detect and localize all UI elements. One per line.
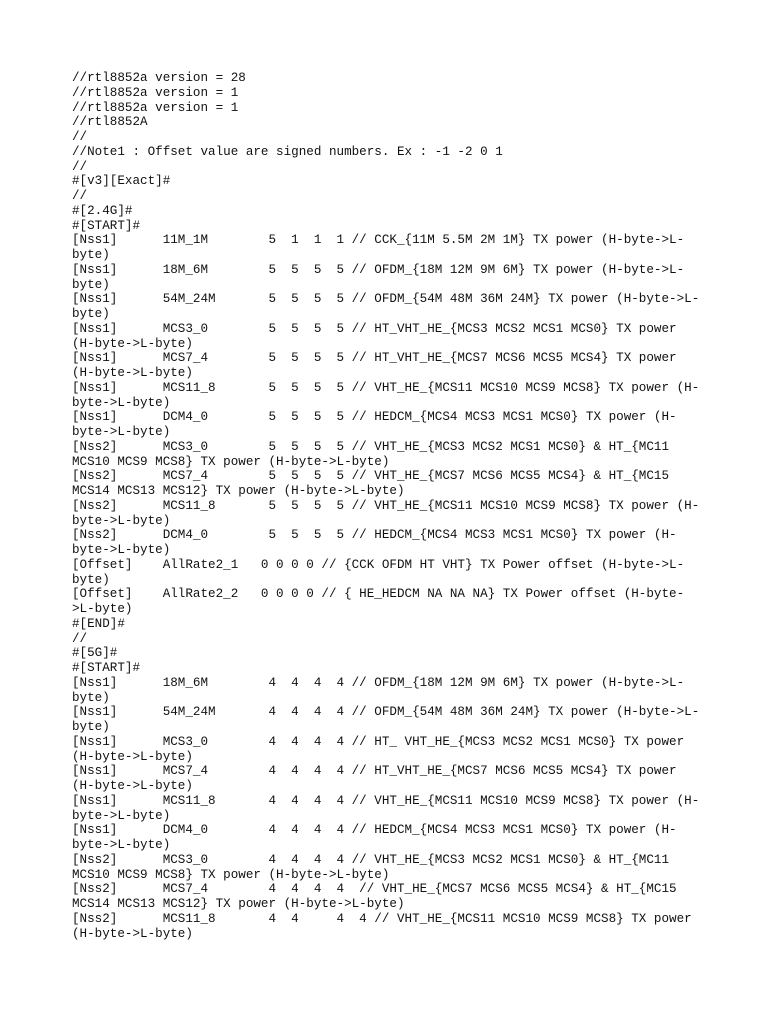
text-line: //: [72, 159, 88, 174]
text-line: #[START]#: [72, 661, 141, 675]
text-line: #[5G]#: [72, 646, 118, 661]
text-line: [Nss1] 18M_6M 5 5 5 5 // OFDM_{18M 12M 9M 6M} TX power (H-byte->L-: [72, 262, 685, 277]
text-line: [Nss1] MCS7_4 4 4 4 4 // HT_VHT_HE_{MCS7 MCS6 MCS5 MCS4} TX power: [72, 764, 677, 779]
document-text: [72, 71, 712, 941]
text-line: byte): [72, 307, 110, 321]
text-line: [Nss1] MCS7_4 5 5 5 5 // HT_VHT_HE_{MCS7 MCS6 MCS5 MCS4} TX power: [72, 351, 677, 366]
text-line: (H-byte->L-byte): [72, 366, 193, 380]
text-line: #[START]#: [72, 218, 141, 233]
text-line: [Nss2] MCS3_0 5 5 5 5 // VHT_HE_{MCS3 MCS2 MCS1 MCS0} & HT_{MC11: [72, 439, 670, 454]
text-line: byte->L-byte): [72, 543, 171, 557]
text-line: [Nss1] MCS3_0 4 4 4 4 // HT_ VHT_HE_{MCS3 MCS2 MCS1 MCS0} TX power: [72, 734, 685, 749]
text-line: MCS10 MCS9 MCS8} TX power (H-byte->L-byte): [72, 454, 390, 469]
text-line: MCS14 MCS13 MCS12} TX power (H-byte->L-byte): [72, 897, 405, 911]
text-line: [Nss2] MCS3_0 4 4 4 4 // VHT_HE_{MCS3 MCS2 MCS1 MCS0} & HT_{MC11: [72, 852, 670, 867]
text-line: byte->L-byte): [72, 425, 171, 439]
text-line: byte): [72, 277, 110, 292]
text-line: byte->L-byte): [72, 838, 171, 852]
text-line: MCS14 MCS13 MCS12} TX power (H-byte->L-byte): [72, 484, 405, 498]
text-line: [Nss1] DCM4_0 4 4 4 4 // HEDCM_{MCS4 MCS3 MCS1 MCS0} TX power (H-: [72, 823, 677, 838]
text-line: byte): [72, 720, 110, 734]
text-line: [Nss1] 18M_6M 4 4 4 4 // OFDM_{18M 12M 9M 6M} TX power (H-byte->L-: [72, 675, 685, 690]
text-line: [Nss2] MCS7_4 4 4 4 4 // VHT_HE_{MCS7 MCS6 MCS5 MCS4} & HT_{MC15: [72, 882, 677, 897]
text-line: [Nss2] MCS7_4 5 5 5 5 // VHT_HE_{MCS7 MCS6 MCS5 MCS4} & HT_{MC15: [72, 469, 670, 484]
text-line: //rtl8852a version = 28: [72, 71, 246, 85]
text-line: [Nss2] DCM4_0 5 5 5 5 // HEDCM_{MCS4 MCS3 MCS1 MCS0} TX power (H-: [72, 528, 677, 543]
text-line: byte->L-byte): [72, 395, 171, 410]
text-line: [Nss2] MCS11_8 5 5 5 5 // VHT_HE_{MCS11 MCS10 MCS9 MCS8} TX power (H-: [72, 498, 700, 513]
text-line: //Note1 : Offset value are signed numbers. Ex : -1 -2 0 1: [72, 144, 503, 159]
text-line: [Nss2] MCS11_8 4 4 4 4 // VHT_HE_{MCS11 MCS10 MCS9 MCS8} TX power: [72, 911, 692, 926]
text-line: #[END]#: [72, 616, 125, 631]
text-line: byte): [72, 690, 110, 705]
text-line: //: [72, 189, 88, 203]
text-line: >L-byte): [72, 602, 133, 616]
text-line: (H-byte->L-byte): [72, 749, 193, 764]
text-line: (H-byte->L-byte): [72, 926, 193, 941]
text-line: #[v3][Exact]#: [72, 174, 171, 189]
text-line: byte->L-byte): [72, 513, 171, 528]
text-line: [Offset] AllRate2_1 0 0 0 0 // {CCK OFDM HT VHT} TX Power offset (H-byte->L-: [72, 557, 685, 572]
text-line: //rtl8852A: [72, 115, 148, 130]
text-line: //: [72, 631, 88, 646]
text-line: byte): [72, 572, 110, 587]
text-line: [Offset] AllRate2_2 0 0 0 0 // { HE_HEDCM NA NA NA} TX Power offset (H-byte-: [72, 587, 685, 602]
text-line: (H-byte->L-byte): [72, 779, 193, 793]
text-line: [Nss1] 11M_1M 5 1 1 1 // CCK_{11M 5.5M 2M 1M} TX power (H-byte->L-: [72, 233, 685, 248]
text-line: [Nss1] 54M_24M 4 4 4 4 // OFDM_{54M 48M 36M 24M} TX power (H-byte->L-: [72, 705, 700, 720]
text-line: [Nss1] 54M_24M 5 5 5 5 // OFDM_{54M 48M 36M 24M} TX power (H-byte->L-: [72, 292, 700, 307]
text-line: [Nss1] MCS11_8 5 5 5 5 // VHT_HE_{MCS11 MCS10 MCS9 MCS8} TX power (H-: [72, 380, 700, 395]
text-line: byte->L-byte): [72, 808, 171, 823]
text-line: [Nss1] MCS3_0 5 5 5 5 // HT_VHT_HE_{MCS3 MCS2 MCS1 MCS0} TX power: [72, 321, 677, 336]
text-line: [Nss1] DCM4_0 5 5 5 5 // HEDCM_{MCS4 MCS3 MCS1 MCS0} TX power (H-: [72, 410, 677, 425]
text-line: //rtl8852a version = 1: [72, 85, 239, 100]
text-line: [Nss1] MCS11_8 4 4 4 4 // VHT_HE_{MCS11 MCS10 MCS9 MCS8} TX power (H-: [72, 793, 700, 808]
text-line: #[2.4G]#: [72, 203, 133, 218]
text-line: (H-byte->L-byte): [72, 336, 193, 351]
text-line: MCS10 MCS9 MCS8} TX power (H-byte->L-byte): [72, 867, 390, 882]
text-line: byte): [72, 248, 110, 262]
text-line: //rtl8852a version = 1: [72, 100, 239, 115]
text-line: //: [72, 130, 88, 144]
